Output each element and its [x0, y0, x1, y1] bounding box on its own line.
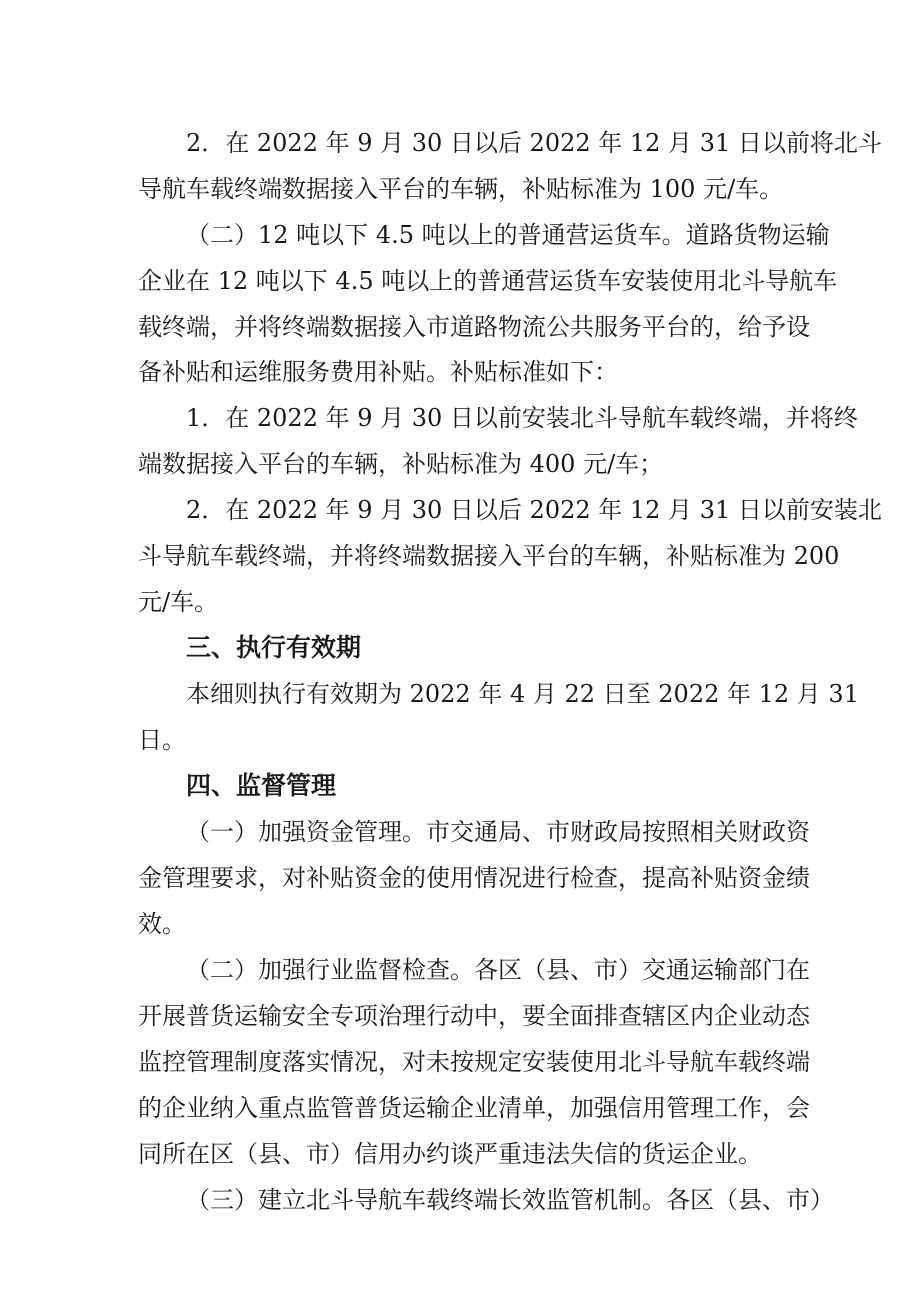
paragraph-line: 企业在 12 吨以下 4.5 吨以上的普通营运货车安装使用北斗导航车: [138, 267, 838, 295]
paragraph-line: （二）加强行业监督检查。各区（县、市）交通运输部门在: [186, 956, 810, 984]
paragraph-line: 备补贴和运维服务费用补贴。补贴标准如下：: [138, 358, 618, 386]
paragraph-line: 导航车载终端数据接入平台的车辆，补贴标准为 100 元/车。: [138, 175, 784, 203]
section-heading: 三、执行有效期: [186, 633, 362, 662]
paragraph-line: 2．在 2022 年 9 月 30 日以后 2022 年 12 月 31 日以前将北斗: [186, 129, 882, 157]
paragraph-line: 2．在 2022 年 9 月 30 日以后 2022 年 12 月 31 日以前安装北: [186, 496, 882, 524]
paragraph-line: 日。: [138, 726, 186, 754]
paragraph-line: 1．在 2022 年 9 月 30 日以前安装北斗导航车载终端，并将终: [186, 404, 858, 432]
paragraph-line: （三）建立北斗导航车载终端长效监管机制。各区（县、市）: [186, 1186, 834, 1214]
paragraph-line: 开展普货运输安全专项治理行动中，要全面排查辖区内企业动态: [138, 1002, 810, 1030]
paragraph-line: 斗导航车载终端，并将终端数据接入平台的车辆，补贴标准为 200: [138, 542, 840, 570]
paragraph-line: 端数据接入平台的车辆，补贴标准为 400 元/车；: [138, 450, 664, 478]
paragraph-line: 金管理要求，对补贴资金的使用情况进行检查，提高补贴资金绩: [138, 864, 810, 892]
paragraph-line: （二）12 吨以下 4.5 吨以上的普通营运货车。道路货物运输: [186, 221, 830, 249]
paragraph-line: 本细则执行有效期为 2022 年 4 月 22 日至 2022 年 12 月 31: [186, 680, 859, 708]
section-heading: 四、监督管理: [186, 771, 337, 800]
paragraph-line: 监控管理制度落实情况，对未按规定安装使用北斗导航车载终端: [138, 1048, 810, 1076]
paragraph-line: （一）加强资金管理。市交通局、市财政局按照相关财政资: [186, 818, 810, 846]
paragraph-line: 效。: [138, 910, 186, 938]
paragraph-line: 同所在区（县、市）信用办约谈严重违法失信的货运企业。: [138, 1140, 762, 1168]
paragraph-line: 元/车。: [138, 588, 219, 616]
paragraph-line: 的企业纳入重点监管普货运输企业清单，加强信用管理工作，会: [138, 1094, 810, 1122]
paragraph-line: 载终端，并将终端数据接入市道路物流公共服务平台的，给予设: [138, 313, 810, 341]
